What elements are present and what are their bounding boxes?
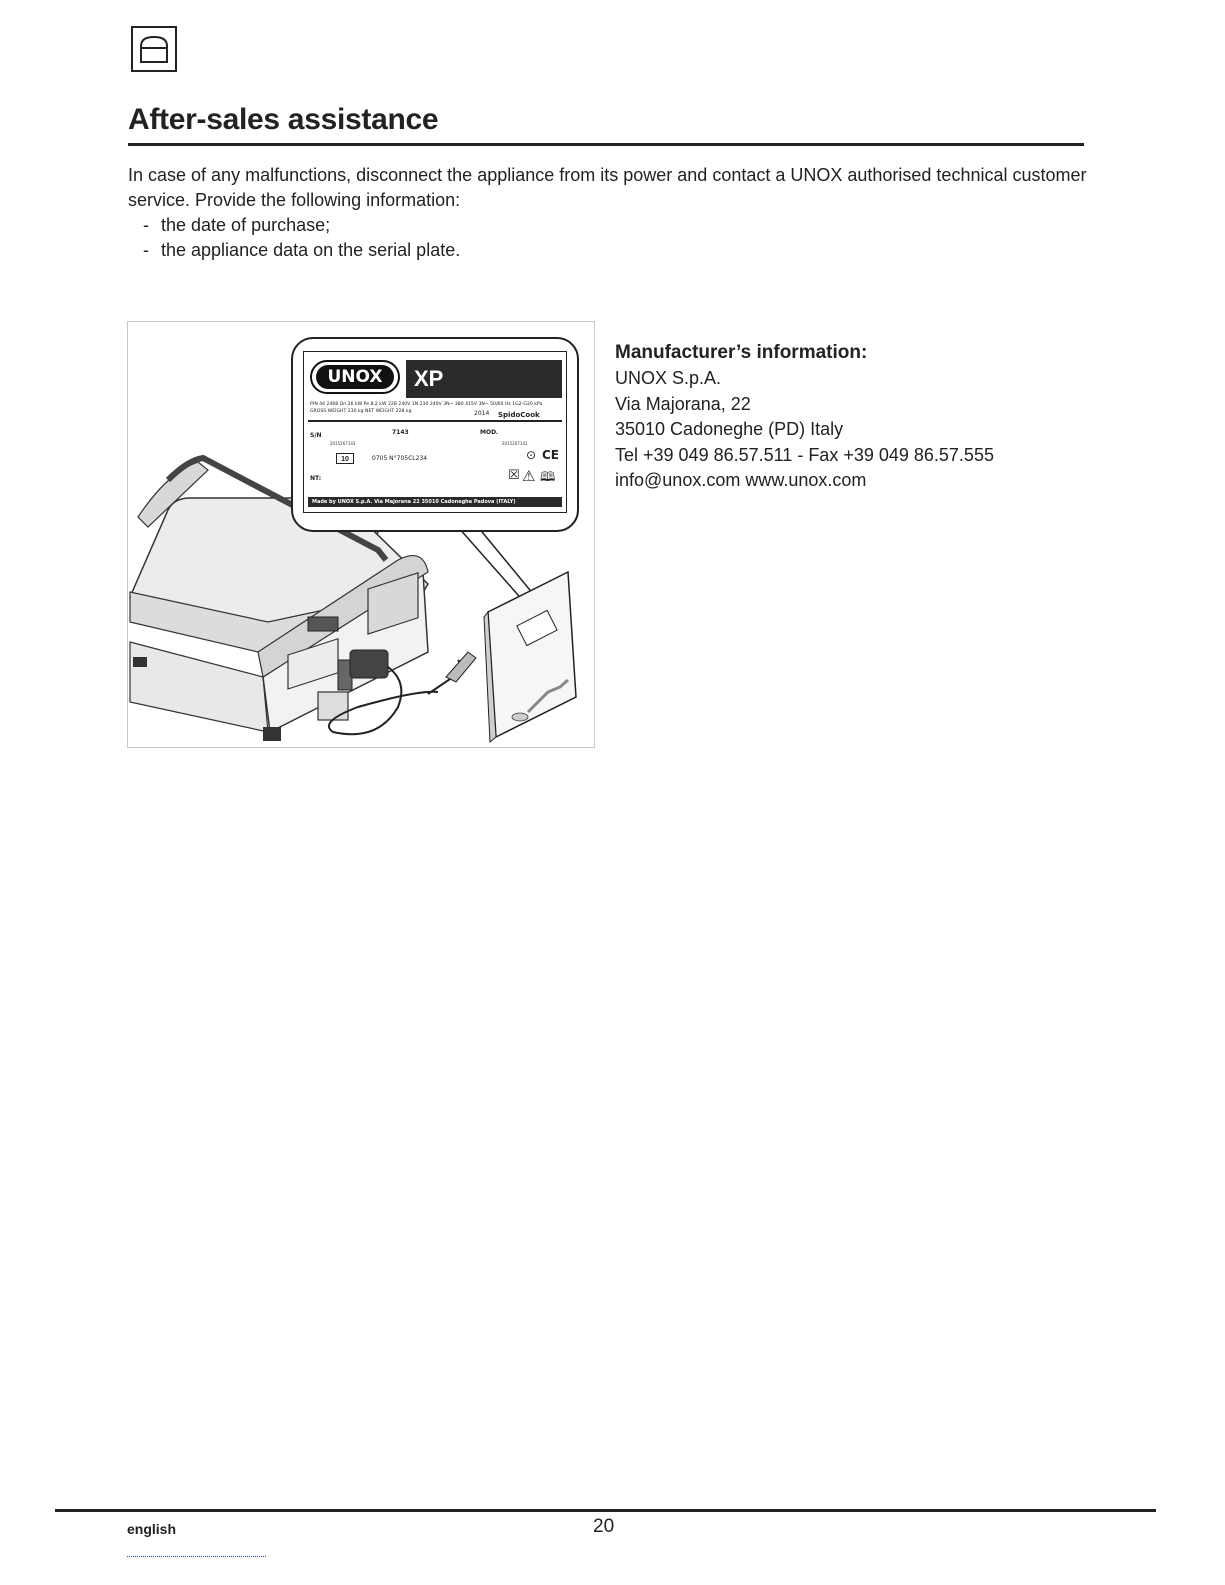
waste-bin-icon: ☒ [508, 468, 520, 483]
company-name: UNOX S.p.A. [615, 368, 722, 388]
manufacturer-bar: Made by UNOX S.p.A. Via Majorana 22 35010 Cadoneghe Padova (ITALY) [308, 497, 562, 507]
manufacturer-heading: Manufacturer’s information: [615, 342, 868, 363]
plate-year: 2014 [474, 410, 490, 417]
model-series: XP [406, 360, 562, 398]
footer-divider [55, 1509, 1156, 1512]
street-address: Via Majorana, 22 [615, 393, 751, 414]
serial-plate-label [303, 351, 567, 513]
sn-code: 2015267143 [330, 441, 356, 446]
plate-divider [308, 420, 562, 422]
manual-book-icon: 🕮 [540, 470, 556, 485]
title-divider [128, 143, 1084, 146]
list-item: - the date of purchase; [143, 215, 331, 235]
mod-code: 2015267143 [502, 441, 528, 446]
spec-line: P/N 44 2468 Qn 26 kW Pe 8.2 kW 22B 240V 1N 230 240V 3N~ 380 415V 3N~ 50/60 Hz 1G2-G20 kPa [310, 402, 543, 407]
manufacturer-info [615, 340, 994, 494]
serial-plate-illustration [127, 321, 595, 748]
intro-paragraph: In case of any malfunctions, disconnect the appliance from its power and contact a UNOX authorised technical customer service. Provide the following information: [128, 165, 1087, 210]
footer-dotted-line [127, 1556, 266, 1557]
weight-line: GROSS WEIGHT 230 kg NET WEIGHT 228 kg [310, 409, 412, 414]
mod-label: MOD. [480, 429, 499, 436]
serial-plate [291, 337, 579, 532]
info-list [143, 213, 460, 263]
city-address: 35010 Cadoneghe (PD) Italy [615, 419, 844, 439]
gas-mark-icon: ⊙ [526, 448, 537, 462]
certificate-number: 0705 N°705CL234 [372, 455, 428, 462]
list-item: - the appliance data on the serial plate. [143, 240, 461, 260]
sn-value: 7143 [392, 429, 409, 436]
nt-label: NT: [310, 475, 322, 482]
footer-language: english [127, 1521, 177, 1537]
phone-fax: Tel +39 049 86.57.511 - Fax +39 049 86.57.555 [615, 444, 994, 465]
page-title: After-sales assistance [128, 103, 439, 136]
email-web: info@unox.com www.unox.com [615, 470, 867, 490]
ce-mark-icon: CE [542, 448, 560, 462]
page-number: 20 [593, 1516, 615, 1537]
product-name: SpidoCook [498, 411, 540, 419]
plate-box-number: 10 [336, 453, 354, 464]
unox-logo: UNOX [310, 360, 400, 394]
warning-icon: ⚠ [522, 467, 536, 485]
oven-icon [131, 26, 177, 72]
sn-label: S/N [310, 432, 322, 439]
